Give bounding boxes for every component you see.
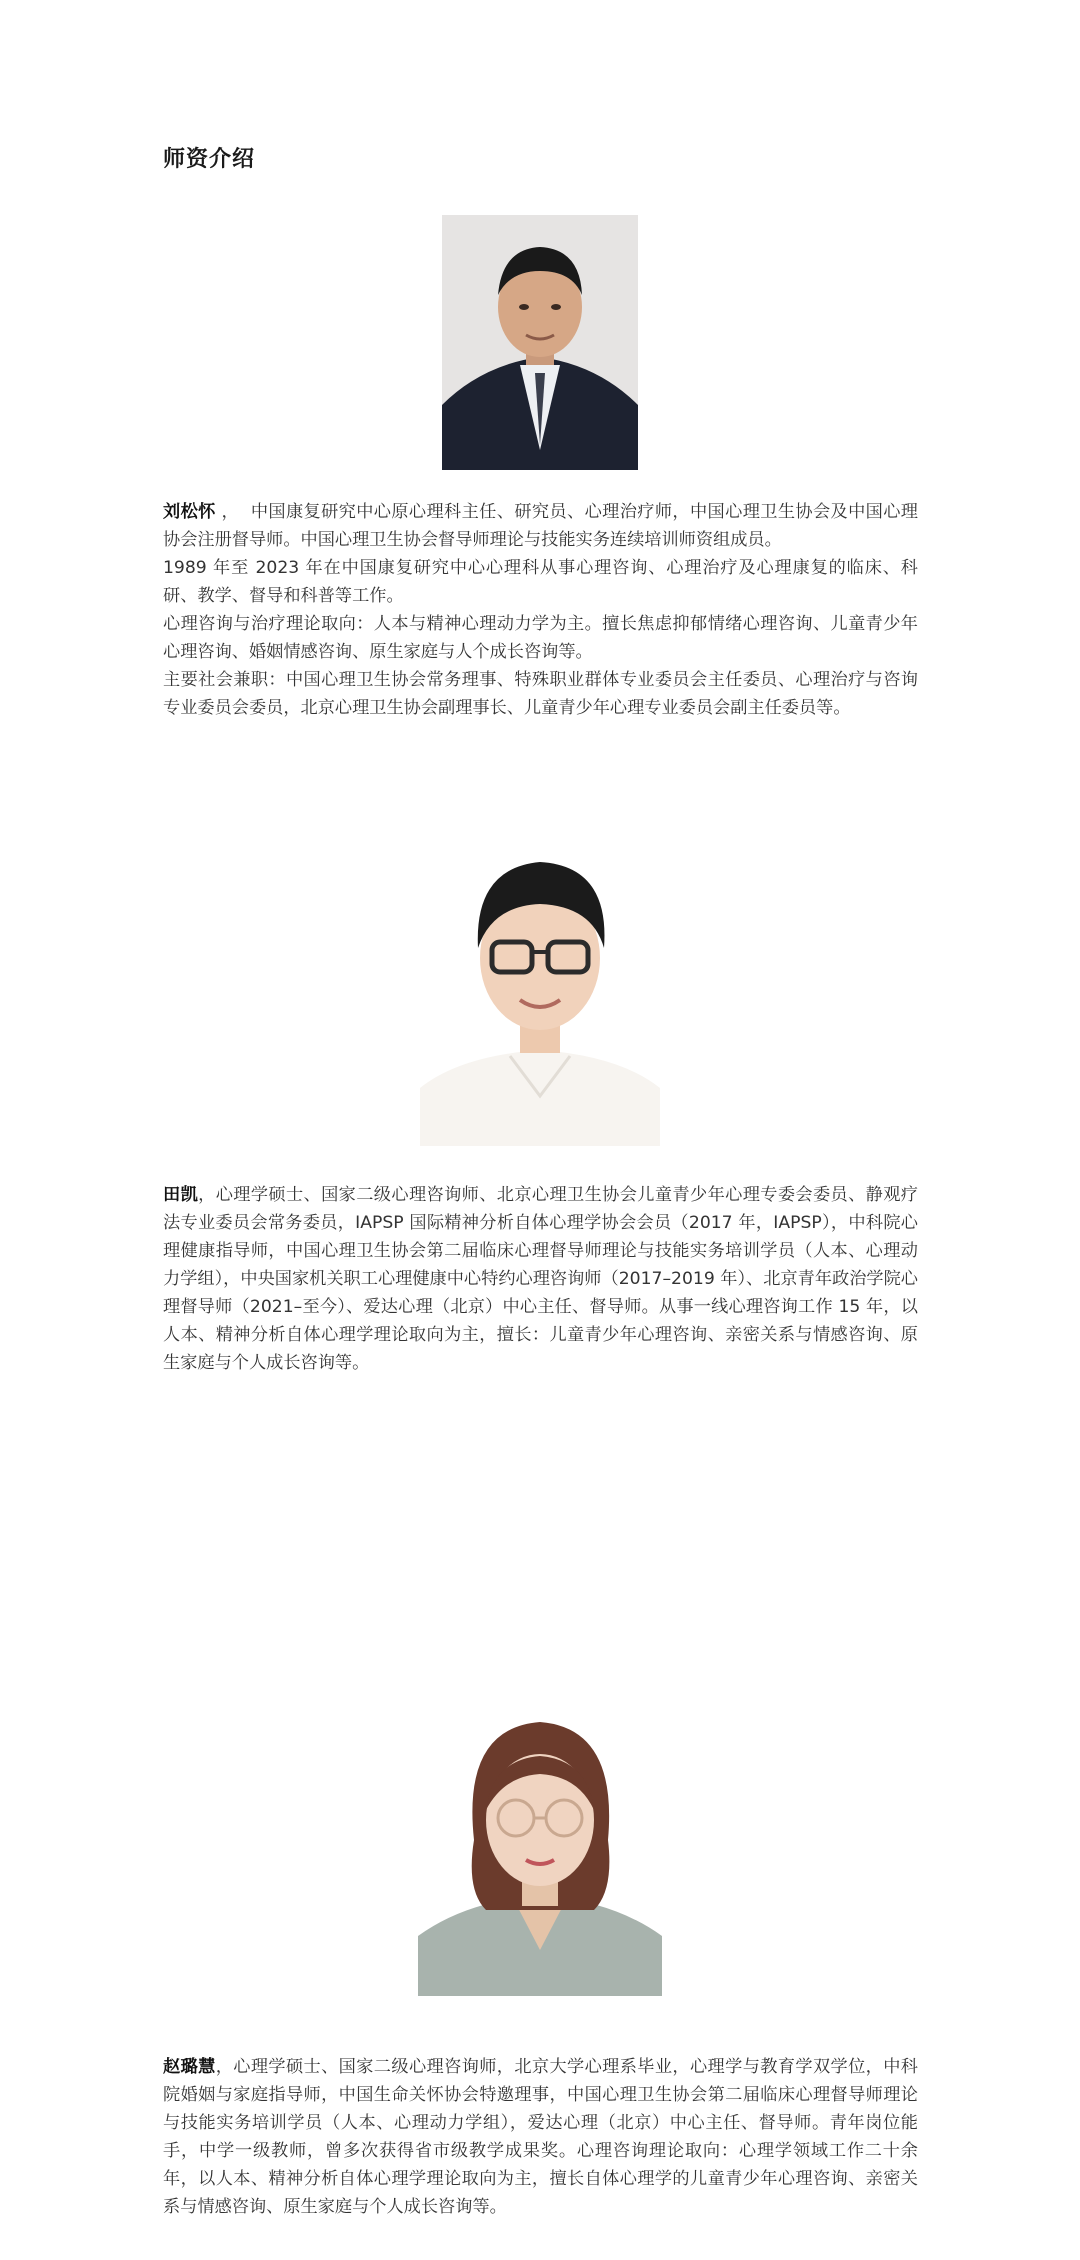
bio-paragraph: 田凯，心理学硕士、国家二级心理咨询师、北京心理卫生协会儿童青少年心理专委会委员、静观疗法专业委员会常务委员，IAPSP 国际精神分析自体心理学协会会员（2017 年，IAPSP），中科院心理健康指导师，中国心理卫生协会第二届临床心理督导师理论与技能实务培训学员（人本、心理动力学组），中央国家机关职工心理健康中心特约心理咨询师（2017–2019 年）、北京青年政治学院心理督导师（2021–至今）、爱达心理（北京）中心主任、督导师。从事一线心理咨询工作 15 年，以人本、精神分析自体心理学理论取向为主，擅长：儿童青少年心理咨询、亲密关系与情感咨询、原生家庭与个人成长咨询等。 (163, 1185, 918, 1373)
bio-paragraph: 刘松怀 ， 中国康复研究中心原心理科主任、研究员、心理治疗师，中国心理卫生协会及中国心理协会注册督导师。中国心理卫生协会督导师理论与技能实务连续培训师资组成员。 (163, 502, 918, 550)
teacher-name: 刘松怀 (163, 502, 216, 522)
teacher-bio-liu (163, 498, 918, 722)
bio-paragraph: 主要社会兼职：中国心理卫生协会常务理事、特殊职业群体专业委员会主任委员、心理治疗与咨询专业委员会委员，北京心理卫生协会副理事长、儿童青少年心理专业委员会副主任委员等。 (163, 670, 918, 718)
bio-paragraph: 心理咨询与治疗理论取向：人本与精神心理动力学为主。擅长焦虑抑郁情绪心理咨询、儿童青少年心理咨询、婚姻情感咨询、原生家庭与人个成长咨询等。 (163, 614, 918, 662)
teacher-name: 田凯 (163, 1185, 199, 1205)
page-title: 师资介绍 (163, 147, 256, 172)
bio-paragraph: 1989 年至 2023 年在中国康复研究中心心理科从事心理咨询、心理治疗及心理康复的临床、科研、教学、督导和科普等工作。 (163, 558, 918, 606)
teacher-bio-zhao (163, 2053, 918, 2221)
teacher-photo-liu (442, 215, 638, 470)
teacher-bio-tian (163, 1181, 918, 1377)
teacher-name: 赵璐慧 (163, 2057, 216, 2077)
portrait-woman-glasses-icon (418, 1700, 662, 1996)
teacher-photo-tian (420, 828, 660, 1146)
portrait-man-suit-icon (442, 215, 638, 470)
bio-paragraph: 赵璐慧，心理学硕士、国家二级心理咨询师，北京大学心理系毕业，心理学与教育学双学位，中科院婚姻与家庭指导师，中国生命关怀协会特邀理事，中国心理卫生协会第二届临床心理督导师理论与技能实务培训学员（人本、心理动力学组），爱达心理（北京）中心主任、督导师。青年岗位能手，中学一级教师，曾多次获得省市级教学成果奖。心理咨询理论取向：心理学领域工作二十余年，以人本、精神分析自体心理学理论取向为主，擅长自体心理学的儿童青少年心理咨询、亲密关系与情感咨询、原生家庭与个人成长咨询等。 (163, 2057, 918, 2217)
portrait-man-glasses-icon (420, 828, 660, 1146)
teacher-photo-zhao (418, 1700, 662, 1996)
